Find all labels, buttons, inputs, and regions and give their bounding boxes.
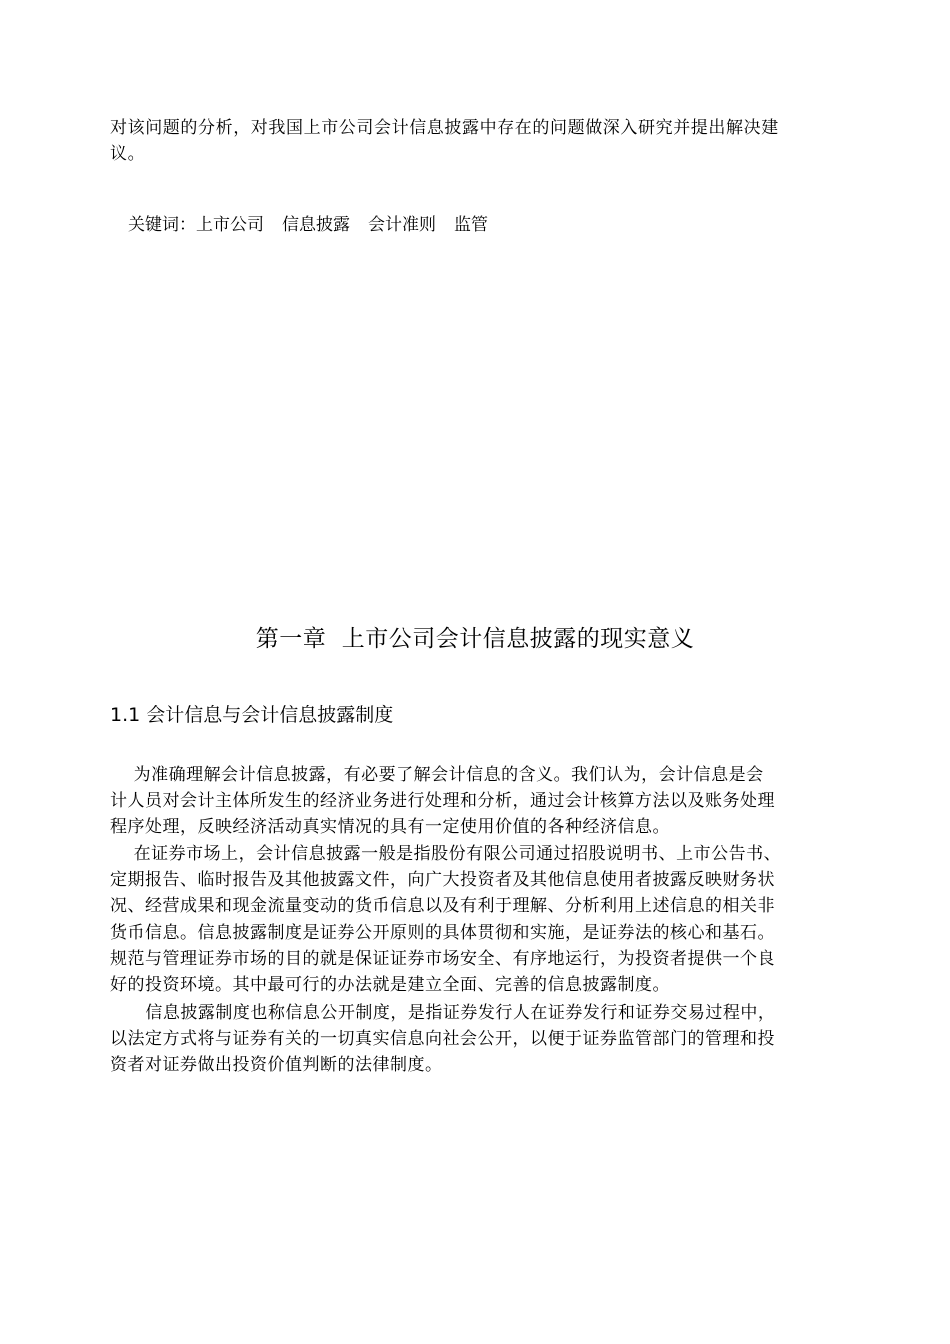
paragraph-3	[110, 1000, 845, 1079]
paragraph-line: 资者对证券做出投资价值判断的法律制度。	[110, 1055, 443, 1076]
section-title: 1.1 会计信息与会计信息披露制度	[110, 704, 394, 726]
chapter-title: 第一章 上市公司会计信息披露的现实意义	[255, 626, 695, 652]
paragraph-line: 好的投资环境。其中最可行的办法就是建立全面、完善的信息披露制度。	[110, 975, 670, 996]
paragraph-line: 定期报告、临时报告及其他披露文件，向广大投资者及其他信息使用者披露反映财务状	[110, 870, 775, 891]
keyword-item: 监管	[454, 215, 488, 235]
intro-line-2: 议。	[110, 144, 146, 164]
paragraph-line: 程序处理，反映经济活动真实情况的具有一定使用价值的各种经济信息。	[110, 817, 670, 838]
keywords-line	[128, 212, 488, 238]
paragraph-line: 为准确理解会计信息披露，有必要了解会计信息的含义。我们认为，会计信息是会	[110, 765, 764, 785]
paragraph-line: 信息披露制度也称信息公开制度，是指证券发行人在证券发行和证券交易过程中，	[110, 1003, 776, 1023]
paragraph-line: 况、经营成果和现金流量变动的货币信息以及有利于理解、分析利用上述信息的相关非	[110, 896, 775, 917]
paragraph-line: 以法定方式将与证券有关的一切真实信息向社会公开，以便于证券监管部门的管理和投	[110, 1029, 775, 1050]
paragraph-line: 规范与管理证券市场的目的就是保证证券市场安全、有序地运行，为投资者提供一个良	[110, 948, 775, 969]
paragraph-line: 货币信息。信息披露制度是证券公开原则的具体贯彻和实施，是证券法的核心和基石。	[110, 922, 775, 943]
keyword-item: 上市公司	[196, 215, 264, 235]
keywords-label: 关键词：	[128, 215, 196, 235]
keyword-item: 信息披露	[282, 215, 350, 235]
paragraph-1	[110, 762, 845, 841]
intro-line-1: 对该问题的分析，对我国上市公司会计信息披露中存在的问题做深入研究并提出解决建	[110, 118, 779, 138]
paragraph-line: 在证券市场上，会计信息披露一般是指股份有限公司通过招股说明书、上市公告书、	[110, 844, 782, 864]
keyword-item: 会计准则	[368, 215, 436, 235]
paragraph-2	[110, 841, 845, 998]
paragraph-line: 计人员对会计主体所发生的经济业务进行处理和分析，通过会计核算方法以及账务处理	[110, 791, 775, 812]
